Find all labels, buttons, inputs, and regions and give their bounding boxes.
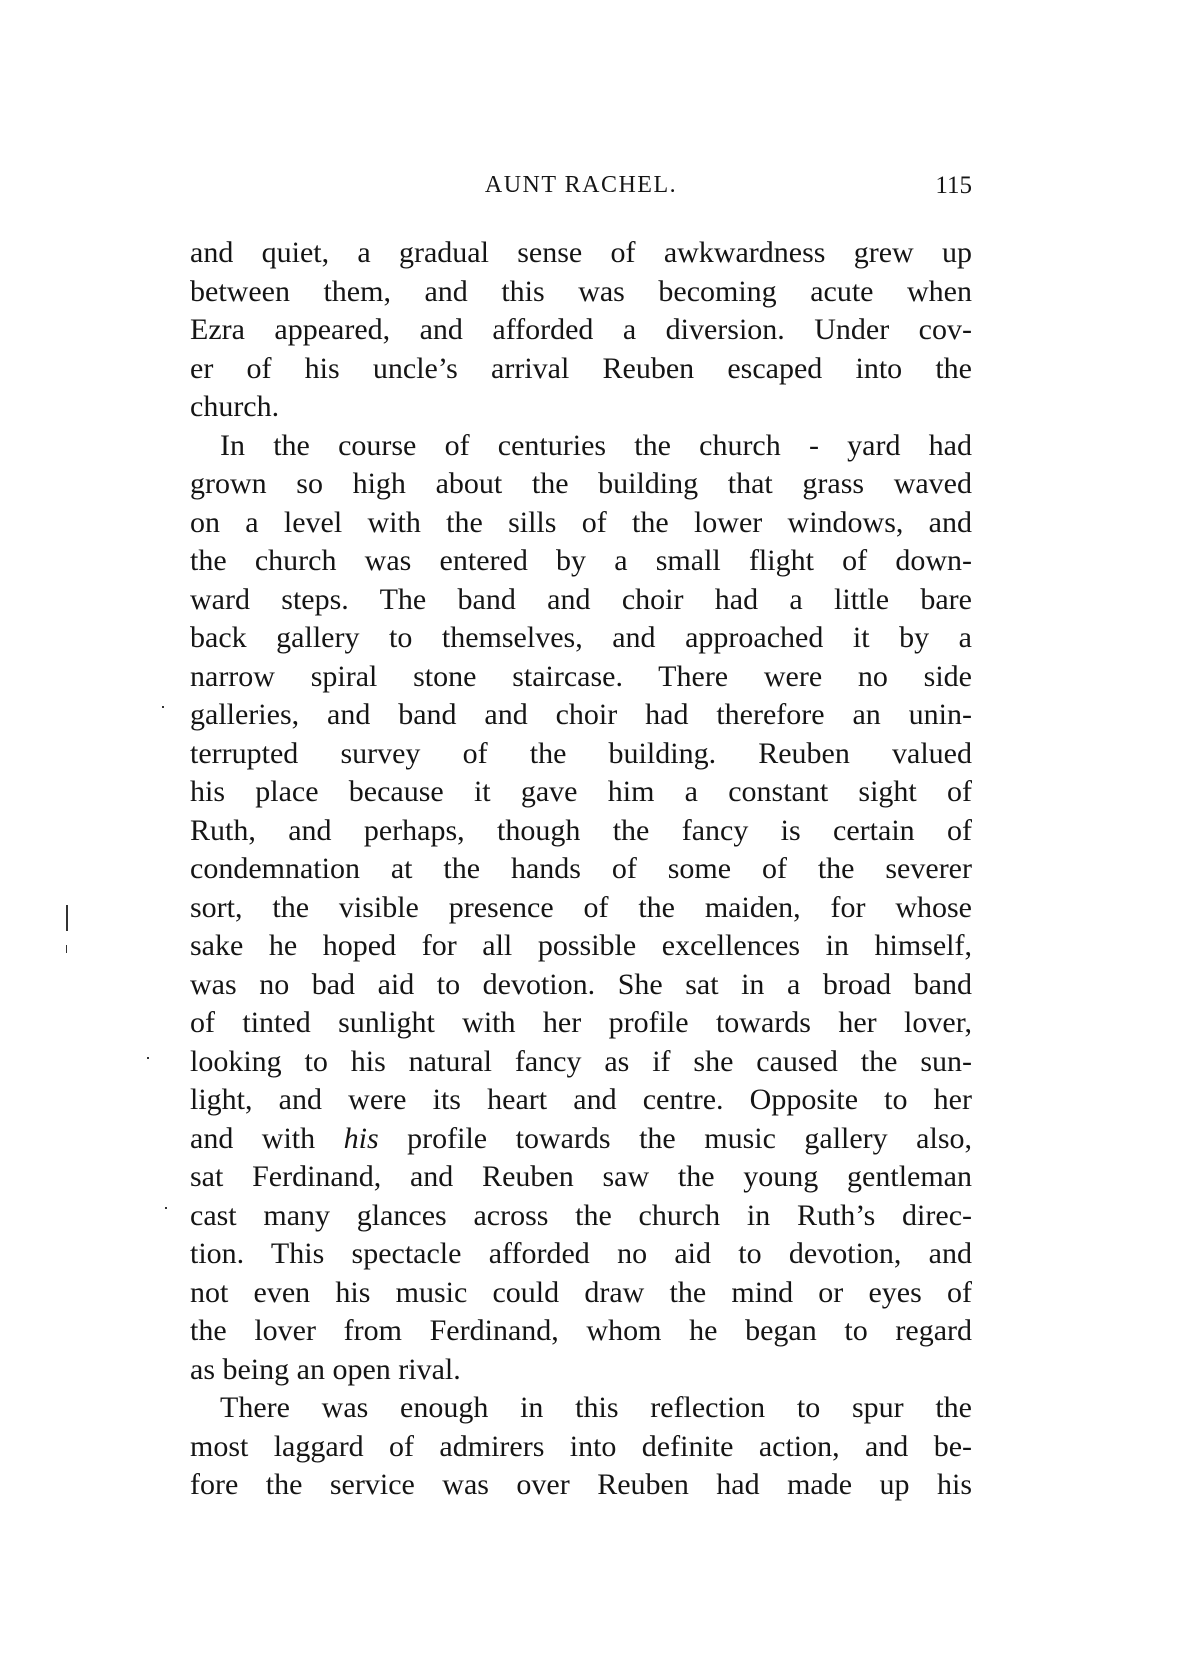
margin-mark — [66, 945, 67, 953]
text-line: er of his uncle’s arrival Reuben escaped into the — [190, 351, 972, 385]
text-line: and quiet, a gradual sense of awkwardness grew up — [190, 236, 972, 269]
text-line: Ruth, and perhaps, though the fancy is certain of — [190, 813, 972, 847]
text-line: grown so high about the building that grass waved — [190, 467, 972, 500]
text-line: sort, the visible presence of the maiden, for whose — [190, 890, 972, 924]
text-line: fore the service was over Reuben had made up his — [190, 1468, 972, 1501]
text-line: There was enough in this reflection to spur the — [220, 1391, 972, 1424]
text-line: narrow spiral stone staircase. There were no side — [190, 659, 972, 693]
text-line — [190, 1120, 972, 1159]
text-line: condemnation at the hands of some of the severer — [190, 852, 972, 885]
text-segment: and with — [190, 1121, 344, 1155]
text-line: back gallery to themselves, and approached it by a — [190, 621, 972, 654]
text-line: was no bad aid to devotion. She sat in a broad band — [190, 967, 972, 1001]
text-line: between them, and this was becoming acute when — [190, 274, 972, 308]
text-line: ward steps. The band and choir had a little bare — [190, 582, 972, 616]
running-head: AUNT RACHEL. — [484, 172, 678, 198]
text-line: as being an open rival. — [190, 1352, 461, 1386]
text-line: cast many glances across the church in Ruth’s direc- — [190, 1198, 972, 1232]
text-line: terrupted survey of the building. Reuben valued — [190, 736, 972, 770]
text-line: most laggard of admirers into definite action, and be- — [190, 1429, 972, 1463]
margin-speck — [162, 706, 164, 708]
text-line: his place because it gave him a constant sight of — [190, 775, 972, 808]
body-text — [190, 234, 972, 1505]
text-line: light, and were its heart and centre. Opposite to her — [190, 1083, 972, 1116]
text-line: In the course of centuries the church - yard had — [220, 428, 972, 462]
text-line: not even his music could draw the mind or eyes of — [190, 1275, 972, 1309]
page-header — [190, 172, 972, 208]
text-line: Ezra appeared, and afforded a diversion. Under cov- — [190, 313, 972, 346]
text-line: on a level with the sills of the lower windows, and — [190, 505, 972, 539]
text-line: sat Ferdinand, and Reuben saw the young gentleman — [190, 1160, 972, 1193]
text-segment: profile towards the music gallery also, — [378, 1121, 972, 1155]
text-line: church. — [190, 390, 280, 423]
italic-word: his — [343, 1121, 379, 1155]
text-line: galleries, and band and choir had therefore an unin- — [190, 698, 972, 731]
text-line: of tinted sunlight with her profile towards her lover, — [190, 1006, 972, 1039]
margin-speck — [165, 1207, 167, 1209]
text-line: the church was entered by a small flight of down- — [190, 544, 972, 577]
text-line: the lover from Ferdinand, whom he began to regard — [190, 1314, 972, 1347]
margin-mark — [66, 905, 68, 931]
page-number: 115 — [935, 172, 972, 199]
margin-speck — [147, 1057, 149, 1059]
text-line: sake he hoped for all possible excellences in himself, — [190, 929, 972, 962]
text-line: tion. This spectacle afforded no aid to devotion, and — [190, 1237, 972, 1270]
text-line: looking to his natural fancy as if she caused the sun- — [190, 1044, 972, 1078]
